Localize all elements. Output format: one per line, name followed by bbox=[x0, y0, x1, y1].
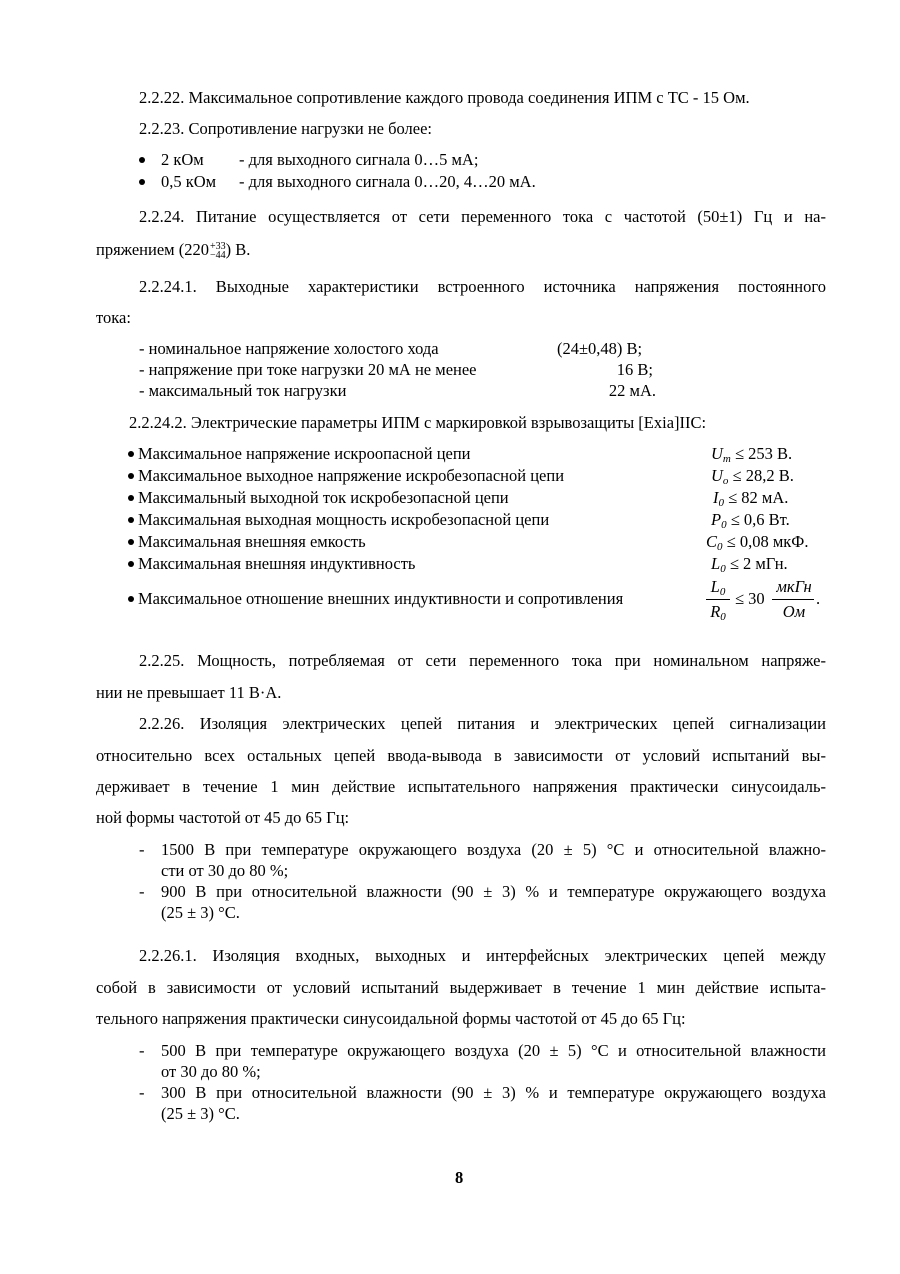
paragraph-2-2-26-1-line3: тельного напряжения практически синусоидальной формы частотой от 45 до 65 Гц: bbox=[96, 1009, 686, 1028]
exia-item-6-value: $L_0 \le 2$ мГн. bbox=[711, 554, 788, 575]
bullet-icon bbox=[139, 179, 145, 185]
bullet-icon bbox=[128, 561, 134, 567]
dash-item-1-line1: 1500 В при температуре окружающего воздуха (20 ± 5) °С и относительной влажно- bbox=[161, 840, 826, 859]
voltage-base: 220 bbox=[184, 240, 209, 259]
paragraph-2-2-26-line4: ной формы частотой от 45 до 65 Гц: bbox=[96, 808, 350, 827]
dash-item-3-line1: 500 В при температуре окружающего воздуха (20 ± 5) °С и относительной влажности bbox=[161, 1041, 826, 1060]
paragraph-2-2-25-line1: 2.2.25. Мощность, потребляемая от сети переменного тока при номинальном напряже- bbox=[139, 651, 826, 670]
load-item-1-desc: - для выходного сигнала 0…5 мА; bbox=[239, 150, 479, 169]
ratio-unit-numerator: мкГн bbox=[776, 577, 812, 596]
ratio-unit-denominator: Ом bbox=[782, 602, 806, 621]
paragraph-2-2-26-1-line1: 2.2.26.1. Изоляция входных, выходных и интерфейсных электрических цепей между bbox=[139, 946, 826, 965]
page-number: 8 bbox=[455, 1168, 464, 1187]
paragraph-2-2-26-line1: 2.2.26. Изоляция электрических цепей питания и электрических цепей сигнализации bbox=[139, 714, 826, 733]
voltage-prefix: пряжением ( bbox=[96, 240, 185, 259]
exia-item-1-value: $U_m \le 253$ В. bbox=[711, 444, 793, 465]
exia-item-2-value: $U_o \le 28,2$ В. bbox=[711, 466, 794, 487]
load-item-2-desc: - для выходного сигнала 0…20, 4…20 мА. bbox=[239, 172, 536, 191]
exia-item-5-value: $C_0 \le 0,08$ мкФ. bbox=[706, 532, 809, 553]
voltage-tolerance bbox=[210, 242, 226, 260]
paragraph-2-2-26-1-line2: собой в зависимости от условий испытаний выдерживает в течение 1 мин действие испыта- bbox=[96, 978, 826, 997]
bullet-icon bbox=[128, 539, 134, 545]
source-item-2-value: 16 В; bbox=[616, 360, 653, 379]
paragraph-2-2-23: 2.2.23. Сопротивление нагрузки не более: bbox=[139, 119, 433, 138]
load-item-2-value: 0,5 кОм bbox=[161, 172, 217, 191]
paragraph-2-2-24-1-line1: 2.2.24.1. Выходные характеристики встроенного источника напряжения постоянного bbox=[139, 277, 826, 296]
paragraph-2-2-24-line1: 2.2.24. Питание осуществляется от сети переменного тока с частотой (50±1) Гц и на- bbox=[139, 207, 826, 226]
paragraph-2-2-24-line2 bbox=[96, 240, 250, 260]
dash-item-3-line2: от 30 до 80 %; bbox=[161, 1062, 261, 1081]
exia-item-ratio: Максимальное отношение внешних индуктивности и сопротивления bbox=[128, 589, 623, 609]
paragraph-2-2-22: 2.2.22. Максимальное сопротивление каждого провода соединения ИПМ с ТС - 15 Ом. bbox=[139, 88, 750, 107]
exia-item-1: Максимальное напряжение искроопасной цепи bbox=[128, 444, 471, 464]
ratio-unit-line bbox=[772, 599, 814, 600]
exia-item-3-value: $I_0 \le 82$ мА. bbox=[713, 488, 789, 509]
paragraph-2-2-24-2: 2.2.24.2. Электрические параметры ИПМ с маркировкой взрывозащиты [Exia]IIC: bbox=[129, 413, 707, 432]
paragraph-2-2-25-line2: нии не превышает 11 В·А. bbox=[96, 683, 282, 702]
dash-item-4-line2: (25 ± 3) °С. bbox=[161, 1104, 240, 1123]
exia-item-3: Максимальный выходной ток искробезопасной цепи bbox=[128, 488, 509, 508]
dash-item-2-line1: 900 В при относительной влажности (90 ± 3) % и температуре окружающего воздуха bbox=[161, 882, 826, 901]
exia-item-6: Максимальная внешняя индуктивность bbox=[128, 554, 415, 574]
source-item-3-value: 22 мА. bbox=[608, 381, 656, 400]
dash-item-3-marker: - bbox=[139, 1041, 145, 1060]
paragraph-2-2-26-line3: держивает в течение 1 мин действие испытательного напряжения практически синусоидаль- bbox=[96, 777, 826, 796]
ratio-end: . bbox=[816, 589, 821, 608]
bullet-icon bbox=[128, 596, 134, 602]
bullet-icon bbox=[128, 495, 134, 501]
voltage-tolerance-minus: −44 bbox=[209, 250, 226, 262]
paragraph-2-2-26-line2: относительно всех остальных цепей ввода-вывода в зависимости от условий испытаний вы- bbox=[96, 746, 826, 765]
exia-item-5: Максимальная внешняя емкость bbox=[128, 532, 366, 552]
ratio-fraction-line bbox=[706, 599, 730, 600]
load-item-2 bbox=[139, 172, 149, 192]
bullet-icon bbox=[128, 473, 134, 479]
load-item-1 bbox=[139, 150, 149, 170]
ratio-numerator: $L_0$ bbox=[710, 577, 726, 598]
ratio-denominator: $R_0$ bbox=[710, 602, 726, 623]
bullet-icon bbox=[128, 451, 134, 457]
exia-item-4: Максимальная выходная мощность искробезопасной цепи bbox=[128, 510, 549, 530]
exia-item-4-value: $P_0 \le 0,6$ Вт. bbox=[711, 510, 790, 531]
dash-item-2-line2: (25 ± 3) °С. bbox=[161, 903, 240, 922]
load-item-1-value: 2 кОм bbox=[161, 150, 204, 169]
source-item-1-value: (24±0,48) В; bbox=[557, 339, 643, 358]
source-item-3-label: - максимальный ток нагрузки bbox=[139, 381, 347, 400]
bullet-icon bbox=[139, 157, 145, 163]
dash-item-1-marker: - bbox=[139, 840, 145, 859]
dash-item-1-line2: сти от 30 до 80 %; bbox=[161, 861, 289, 880]
dash-item-4-marker: - bbox=[139, 1083, 145, 1102]
voltage-tolerance-plus: +33 bbox=[209, 241, 226, 253]
source-item-1-label: - номинальное напряжение холостого хода bbox=[139, 339, 439, 358]
exia-item-2: Максимальное выходное напряжение искробезопасной цепи bbox=[128, 466, 564, 486]
bullet-icon bbox=[128, 517, 134, 523]
dash-item-2-marker: - bbox=[139, 882, 145, 901]
ratio-relation: ≤ 30 bbox=[735, 589, 765, 608]
paragraph-2-2-24-1-line2: тока: bbox=[96, 308, 131, 327]
dash-item-4-line1: 300 В при относительной влажности (90 ± 3) % и температуре окружающего воздуха bbox=[161, 1083, 826, 1102]
source-item-2-label: - напряжение при токе нагрузки 20 мА не менее bbox=[139, 360, 477, 379]
voltage-suffix: ) В. bbox=[225, 240, 251, 259]
